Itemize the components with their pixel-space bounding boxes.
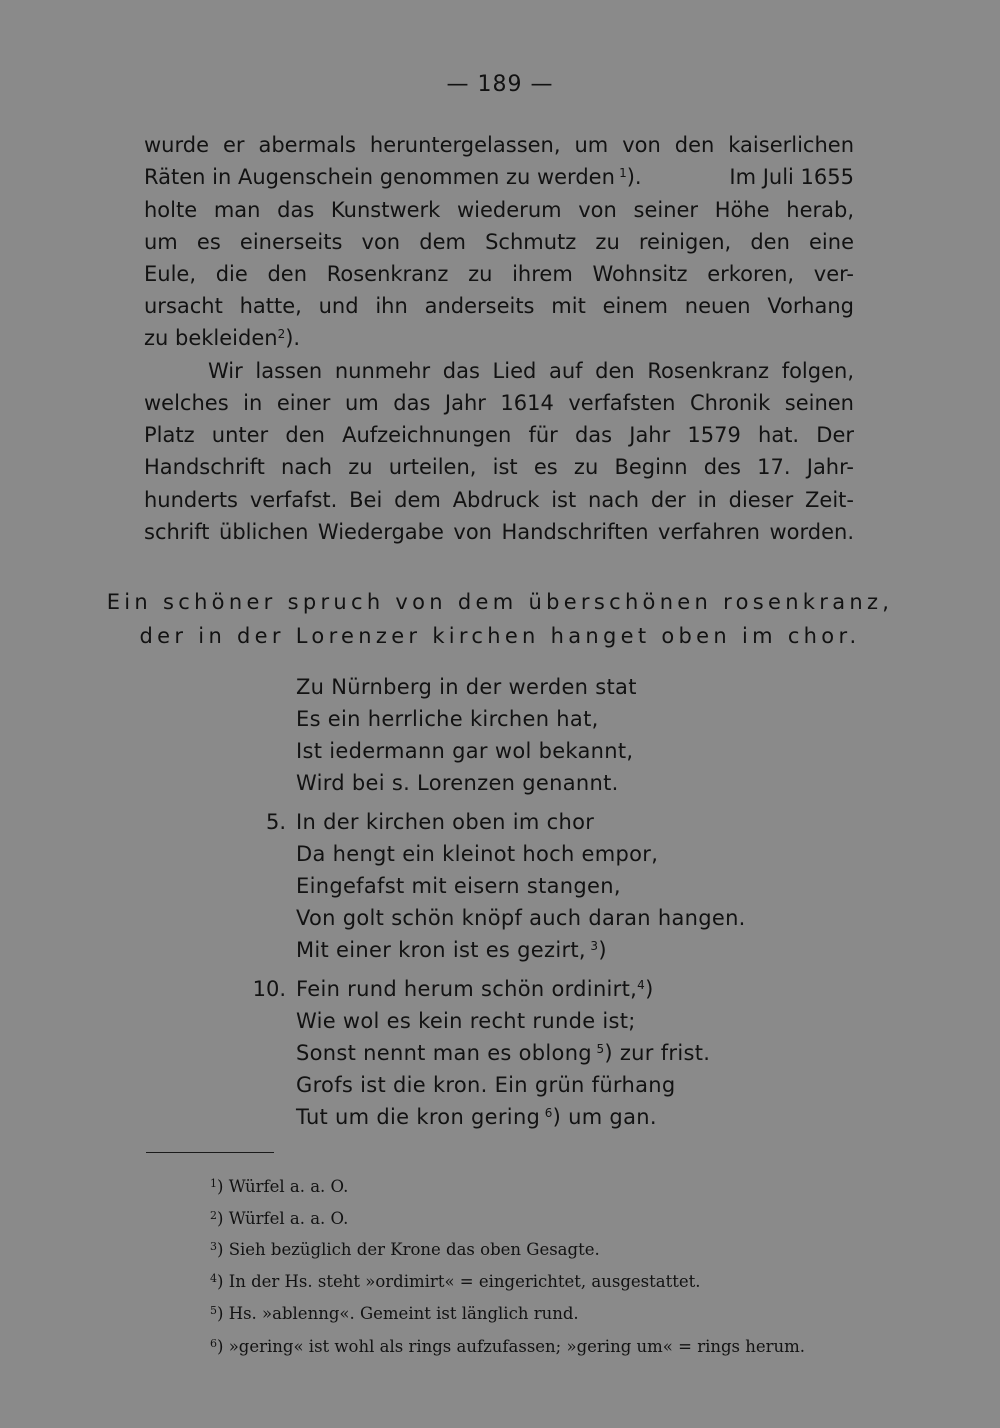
poem-title-line: der in der Lorenzer kirchen hanget oben im chor.: [139, 624, 861, 648]
footnote-mark: 2: [210, 1209, 217, 1222]
footnote: $^4$) In der Hs. steht »ordimirt« = eingerichtet, ausgestattet.: [210, 1272, 701, 1291]
body-text-segment: zu bekleiden: [144, 326, 278, 350]
footnote-text: In der Hs. steht »ordimirt« = eingerichtet, ausgestattet.: [228, 1272, 701, 1291]
verse-line: In der kirchen oben im chor: [296, 810, 595, 834]
footnote-ref: 2: [277, 327, 286, 341]
footnote-ref: 4: [637, 978, 646, 992]
footnote-ref: 5: [596, 1042, 605, 1056]
verse-line: Grofs ist die kron. Ein grün fürhang: [296, 1073, 676, 1097]
verse-line: Wie wol es kein recht runde ist;: [296, 1009, 636, 1033]
footnote: $^1$) Würfel a. a. O.: [210, 1177, 349, 1196]
body-text-line: hunderts verfafst. Bei dem Abdruck ist nach der in dieser Zeit-: [144, 488, 854, 512]
verse-number: 10.: [252, 977, 286, 1001]
verse-line: Sonst nennt man es oblong $^5$) zur frist.: [296, 1041, 711, 1065]
verse-line: Von golt schön knöpf auch daran hangen.: [296, 906, 746, 930]
footnote-mark: 6: [210, 1337, 217, 1350]
footnote-mark: 3: [210, 1240, 217, 1253]
body-text-line: Platz unter den Aufzeichnungen für das Jahr 1579 hat. Der: [144, 423, 854, 447]
verse-text: zur frist.: [619, 1041, 711, 1065]
body-text-line: holte man das Kunstwerk wiederum von seiner Höhe herab,: [144, 198, 854, 222]
footnote-mark: 5: [210, 1304, 217, 1317]
body-text-line: Wir lassen nunmehr das Lied auf den Rosenkranz folgen,: [208, 359, 854, 383]
verse-line: Wird bei s. Lorenzen genannt.: [296, 771, 619, 795]
verse-text: Fein rund herum schön ordinirt,: [296, 977, 638, 1001]
footnote: $^6$) »gering« ist wohl als rings aufzufassen; »gering um« = rings herum.: [210, 1337, 806, 1356]
verse-text: um gan.: [568, 1105, 657, 1129]
body-text-line: Eule, die den Rosenkranz zu ihrem Wohnsitz erkoren, ver-: [144, 262, 854, 286]
footnote-ref: 1: [619, 166, 627, 180]
body-text-segment: Räten in Augenschein genommen zu werden: [144, 165, 615, 189]
verse-line: Es ein herrliche kirchen hat,: [296, 707, 599, 731]
verse-line: Mit einer kron ist es gezirt, $^3$): [296, 938, 607, 962]
footnote-rule: [146, 1152, 274, 1153]
footnote-mark: 4: [210, 1272, 217, 1285]
verse-text: Tut um die kron gering: [296, 1105, 541, 1129]
body-text-line: Handschrift nach zu urteilen, ist es zu Beginn des 17. Jahr-: [144, 455, 854, 479]
body-text-line: zu bekleiden$^2$).: [144, 326, 301, 350]
footnote-text: Würfel a. a. O.: [228, 1209, 349, 1228]
body-text-line: Räten in Augenschein genommen zu werden $^1$). Im Juli 1655: [144, 165, 854, 189]
verse-line: Fein rund herum schön ordinirt,$^4$): [296, 977, 654, 1001]
footnote: $^5$) Hs. »ablenng«. Gemeint ist länglich rund.: [210, 1304, 579, 1323]
verse-line: Tut um die kron gering $^6$) um gan.: [296, 1105, 657, 1129]
footnote-text: Hs. »ablenng«. Gemeint ist länglich rund.: [228, 1304, 579, 1323]
footnote-text: Sieh bezüglich der Krone das oben Gesagte.: [228, 1240, 600, 1259]
page-number: — 189 —: [446, 72, 554, 97]
verse-line: Da hengt ein kleinot hoch empor,: [296, 842, 659, 866]
body-text-line: um es einerseits von dem Schmutz zu reinigen, den eine: [144, 230, 854, 254]
footnote: $^2$) Würfel a. a. O.: [210, 1209, 349, 1228]
body-text-line: schrift üblichen Wiedergabe von Handschriften verfahren worden.: [144, 520, 854, 544]
body-text-line: wurde er abermals heruntergelassen, um von den kaiserlichen: [144, 133, 854, 157]
poem-title-line: Ein schöner spruch von dem überschönen rosenkranz,: [106, 590, 894, 614]
verse-line: Zu Nürnberg in der werden stat: [296, 675, 637, 699]
body-text-segment: Im Juli 1655: [729, 165, 854, 189]
footnote-ref: 6: [544, 1106, 553, 1120]
verse-number: 5.: [265, 810, 286, 834]
footnote-mark: 1: [210, 1177, 217, 1190]
body-text-line: ursacht hatte, und ihn anderseits mit einem neuen Vorhang: [144, 294, 854, 318]
body-text-line: welches in einer um das Jahr 1614 verfafsten Chronik seinen: [144, 391, 854, 415]
footnote: $^3$) Sieh bezüglich der Krone das oben Gesagte.: [210, 1240, 600, 1259]
verse-text: Mit einer kron ist es gezirt,: [296, 938, 586, 962]
verse-line: Eingefafst mit eisern stangen,: [296, 874, 621, 898]
verse-text: Sonst nennt man es oblong: [296, 1041, 592, 1065]
footnote-ref: 3: [590, 939, 599, 953]
footnote-text: »gering« ist wohl als rings aufzufassen; »gering um« = rings herum.: [228, 1337, 806, 1356]
footnote-text: Würfel a. a. O.: [228, 1177, 349, 1196]
verse-line: Ist iedermann gar wol bekannt,: [296, 739, 634, 763]
